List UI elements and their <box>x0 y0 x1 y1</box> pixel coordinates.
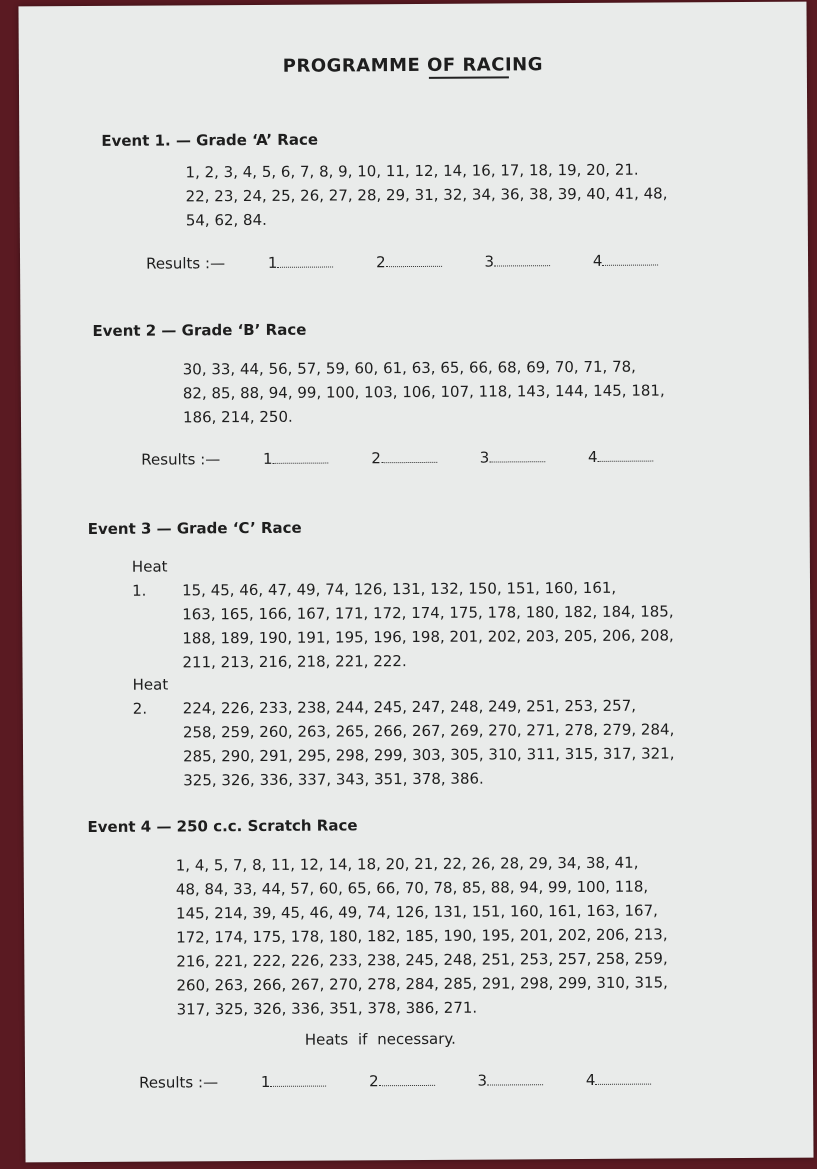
position-2: 2 <box>371 449 381 468</box>
event1-line: 1, 2, 3, 4, 5, 6, 7, 8, 9, 10, 11, 12, 14, 16, 17, 18, 19, 20, 21. <box>185 160 639 182</box>
result-blank-4 <box>597 449 653 462</box>
page-title: PROGRAMME OF RACING <box>282 54 544 77</box>
event2-entries <box>183 354 665 429</box>
position-1: 1 <box>267 253 278 272</box>
event2-results <box>141 448 653 469</box>
event1-entries <box>185 157 667 232</box>
event3-heat2 <box>133 669 675 792</box>
event4-line: 317, 325, 326, 336, 351, 378, 386, 271. <box>176 998 478 1019</box>
event4-results <box>139 1071 651 1092</box>
event4-heading: Event 4 — 250 c.c. Scratch Race <box>87 816 358 837</box>
position-4: 4 <box>592 251 603 270</box>
title-underline <box>429 76 509 78</box>
event4-line: 216, 221, 222, 226, 233, 238, 245, 248, 251, 253, 257, 258, 259, <box>176 949 668 971</box>
result-blank-3 <box>489 449 545 462</box>
programme-page <box>18 2 813 1163</box>
event4-entries <box>176 850 668 1021</box>
position-4: 4 <box>585 1070 596 1089</box>
event1-line: 22, 23, 24, 25, 26, 27, 28, 29, 31, 32, 34, 36, 38, 39, 40, 41, 48, <box>185 184 668 206</box>
results-label: Results :— <box>138 1073 219 1092</box>
position-1: 1 <box>260 1072 271 1091</box>
result-blank-1 <box>270 1074 326 1087</box>
heat2-label: Heat 2. <box>132 675 169 718</box>
result-blank-4 <box>595 1072 651 1085</box>
position-4: 4 <box>587 447 598 466</box>
result-blank-2 <box>379 1073 435 1086</box>
position-3: 3 <box>477 1071 488 1090</box>
event2-line: 30, 33, 44, 56, 57, 59, 60, 61, 63, 65, 66, 68, 69, 70, 71, 78, <box>182 357 636 379</box>
heat1-line: 211, 213, 216, 218, 221, 222. <box>182 652 407 672</box>
event3-heading: Event 3 — Grade ‘C’ Race <box>87 518 302 539</box>
results-label: Results :— <box>141 450 221 469</box>
event4-line: 1, 4, 5, 7, 8, 11, 12, 14, 18, 20, 21, 22, 26, 28, 29, 34, 38, 41, <box>175 853 639 875</box>
heat2-line: 224, 226, 233, 238, 244, 245, 247, 248, 249, 251, 253, 257, <box>182 696 637 718</box>
event2-heading: Event 2 — Grade ‘B’ Race <box>92 320 307 340</box>
result-blank-4 <box>602 253 658 266</box>
event2-line: 82, 85, 88, 94, 99, 100, 103, 106, 107, 118, 143, 144, 145, 181, <box>182 381 665 403</box>
result-blank-3 <box>487 1072 543 1085</box>
event4-line: 145, 214, 39, 45, 46, 49, 74, 126, 131, 151, 160, 161, 163, 167, <box>175 901 658 923</box>
event4-heats-note: Heats if necessary. <box>304 1029 456 1049</box>
event3-heat1 <box>132 551 674 674</box>
result-blank-3 <box>494 253 550 266</box>
position-2: 2 <box>376 253 386 272</box>
position-2: 2 <box>369 1072 379 1091</box>
event4-line: 172, 174, 175, 178, 180, 182, 185, 190, 195, 201, 202, 206, 213, <box>176 925 668 947</box>
result-blank-2 <box>386 254 442 267</box>
heat1-line: 188, 189, 190, 191, 195, 196, 198, 201, 202, 203, 205, 206, 208, <box>182 626 674 648</box>
event4-line: 260, 263, 266, 267, 270, 278, 284, 285, 291, 298, 299, 310, 315, <box>176 973 668 995</box>
event4-line: 48, 84, 33, 44, 57, 60, 65, 66, 70, 78, 85, 88, 94, 99, 100, 118, <box>175 877 649 899</box>
heat2-line: 285, 290, 291, 295, 298, 299, 303, 305, 310, 311, 315, 317, 321, <box>183 744 675 766</box>
results-label: Results :— <box>145 254 226 273</box>
event1-line: 54, 62, 84. <box>185 210 267 230</box>
event1-heading: Event 1. — Grade ‘A’ Race <box>101 130 319 150</box>
heat1-line: 163, 165, 166, 167, 171, 172, 174, 175, 178, 180, 182, 184, 185, <box>182 602 674 624</box>
result-blank-1 <box>273 451 329 464</box>
position-3: 3 <box>484 252 495 271</box>
position-1: 1 <box>262 449 273 468</box>
heat1-label: Heat 1. <box>131 557 168 600</box>
heat2-line: 325, 326, 336, 337, 343, 351, 378, 386. <box>183 769 484 790</box>
position-3: 3 <box>479 448 490 467</box>
heat1-line: 15, 45, 46, 47, 49, 74, 126, 131, 132, 150, 151, 160, 161, <box>181 578 617 600</box>
result-blank-2 <box>381 450 437 463</box>
event2-line: 186, 214, 250. <box>182 407 293 427</box>
heat2-line: 258, 259, 260, 263, 265, 266, 267, 269, 270, 271, 278, 279, 284, <box>182 720 675 742</box>
result-blank-1 <box>277 254 333 267</box>
event1-results <box>146 252 658 273</box>
